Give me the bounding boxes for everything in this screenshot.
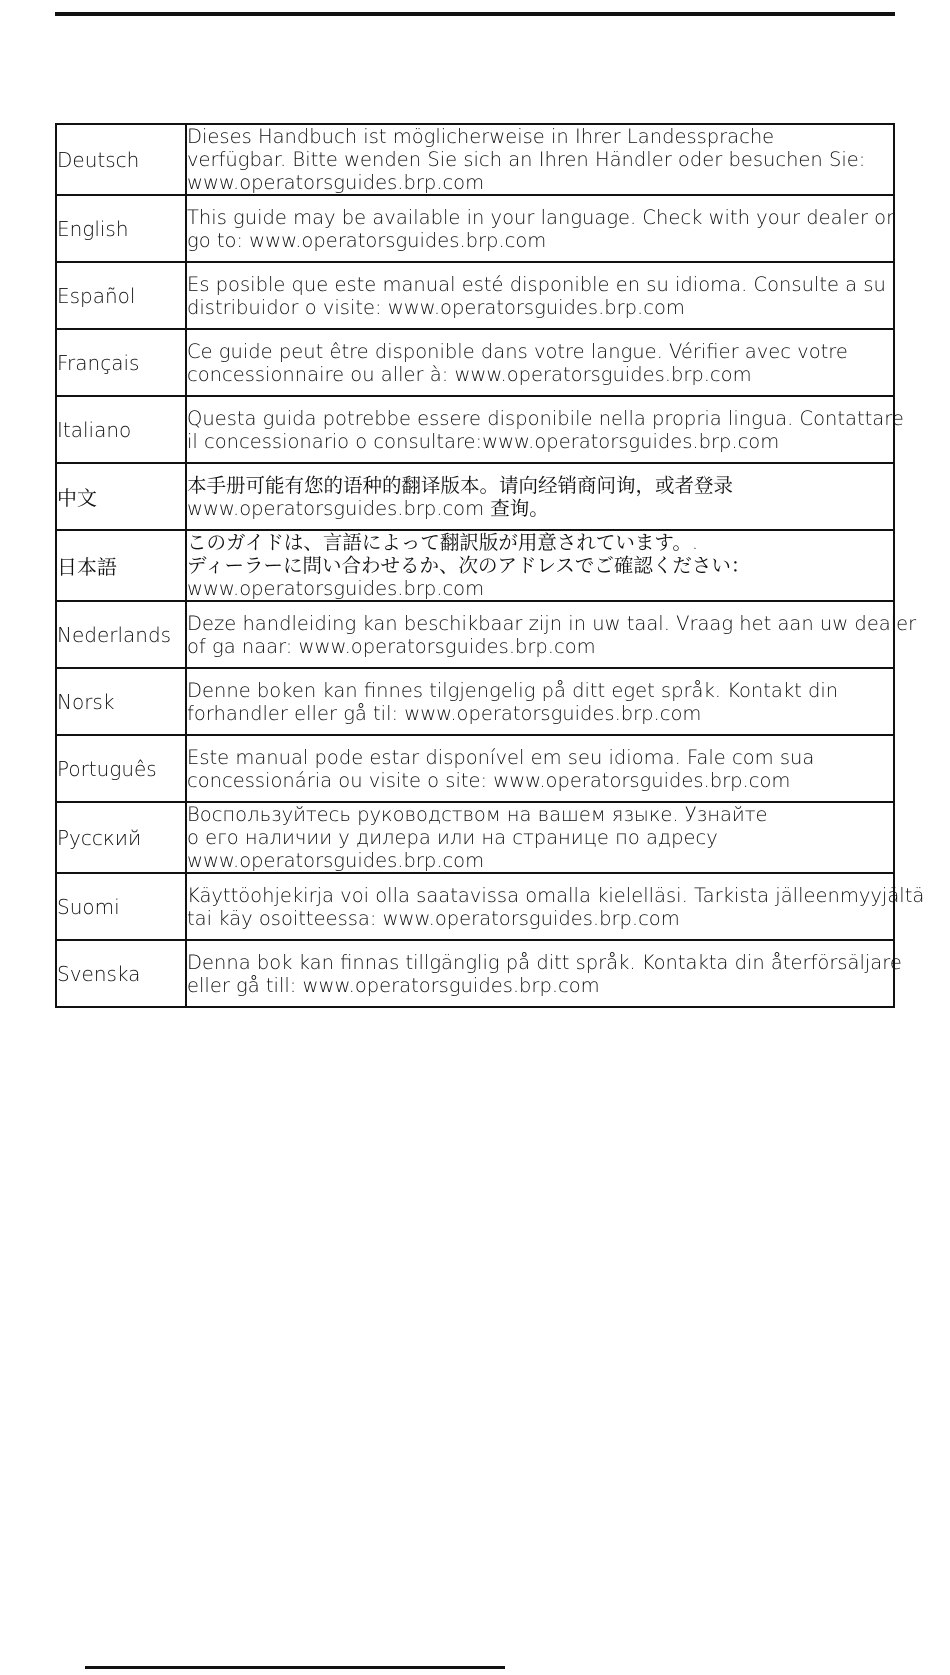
message-line: Ce guide peut être disponible dans votre langue. Vérifier avec votre	[187, 339, 848, 363]
availability-message	[186, 735, 894, 802]
message-line: о его наличии у дилера или на странице по адресу	[187, 826, 718, 849]
message-line: forhandler eller gå til: www.operatorsguides.brp.com	[187, 701, 702, 725]
language-name: English	[56, 195, 186, 262]
availability-message	[186, 530, 894, 601]
message-line: ディーラーに問い合わせるか、次のアドレスでご確認ください：	[187, 554, 751, 577]
table-row	[56, 530, 894, 601]
language-name: Deutsch	[56, 124, 186, 195]
table-row	[56, 195, 894, 262]
language-name: Svenska	[56, 940, 186, 1007]
table-row	[56, 262, 894, 329]
availability-message	[186, 195, 894, 262]
availability-message	[186, 940, 902, 1007]
message-line: Dieses Handbuch ist möglicherweise in Ihrer Landessprache	[187, 125, 775, 148]
availability-message	[186, 329, 894, 396]
table-row	[56, 463, 894, 530]
availability-message	[186, 262, 894, 329]
message-line: eller gå till: www.operatorsguides.brp.com	[187, 973, 600, 997]
language-name: Français	[56, 329, 186, 396]
table-row	[56, 601, 894, 668]
language-name: Português	[56, 735, 186, 802]
availability-message	[186, 601, 917, 668]
table-row	[56, 329, 894, 396]
website-url: www.operatorsguides.brp.com	[187, 171, 485, 194]
language-availability-table	[55, 123, 925, 1008]
message-line: Este manual pode estar disponível em seu idioma. Fale com sua	[187, 745, 815, 769]
message-line: il concessionario o consultare:www.operatorsguides.brp.com	[187, 429, 780, 453]
language-name: 中文	[56, 463, 186, 530]
table-row	[56, 735, 894, 802]
message-line: verfügbar. Bitte wenden Sie sich an Ihren Händler oder besuchen Sie:	[187, 148, 866, 171]
message-line: www.operatorsguides.brp.com 查询。	[187, 496, 549, 520]
availability-message	[186, 396, 904, 463]
message-line: This guide may be available in your language. Check with your dealer or	[187, 205, 895, 229]
message-line: Deze handleiding kan beschikbaar zijn in uw taal. Vraag het aan uw dealer	[187, 611, 917, 635]
language-name: Suomi	[56, 873, 186, 940]
message-line: distribuidor o visite: www.operatorsguides.brp.com	[187, 295, 685, 319]
message-line: Denna bok kan finnas tillgänglig på ditt språk. Kontakta din återförsäljare	[187, 950, 902, 974]
message-line: Denne boken kan finnes tilgjengelig på ditt eget språk. Kontakt din	[187, 678, 839, 702]
message-line: Es posible que este manual esté disponible en su idioma. Consulte a su	[187, 272, 886, 296]
availability-message	[186, 802, 894, 873]
message-line: Questa guida potrebbe essere disponibile nella propria lingua. Contattare	[187, 406, 904, 430]
table-row	[56, 802, 894, 873]
top-rule	[55, 12, 895, 16]
message-line: tai käy osoitteessa: www.operatorsguides.brp.com	[187, 906, 680, 930]
table-row	[56, 873, 894, 940]
table-row	[56, 668, 894, 735]
language-name: 日本語	[56, 530, 186, 601]
language-name: Nederlands	[56, 601, 186, 668]
table-row	[56, 940, 894, 1007]
bottom-rule	[85, 1666, 505, 1669]
availability-message	[186, 668, 894, 735]
language-name: Italiano	[56, 396, 186, 463]
message-line: Käyttöohjekirja voi olla saatavissa omalla kielelläsi. Tarkista jälleenmyyjältä	[187, 883, 925, 907]
availability-message	[186, 124, 894, 195]
availability-message	[186, 873, 925, 940]
message-line: concessionária ou visite o site: www.operatorsguides.brp.com	[187, 768, 791, 792]
message-line: このガイドは、言語によって翻訳版が用意されています。.	[187, 531, 699, 554]
website-url: www.operatorsguides.brp.com	[187, 577, 485, 600]
message-line: go to: www.operatorsguides.brp.com	[187, 228, 547, 252]
message-line: concessionnaire ou aller à: www.operatorsguides.brp.com	[187, 362, 752, 386]
language-name: Español	[56, 262, 186, 329]
message-line: of ga naar: www.operatorsguides.brp.com	[187, 634, 596, 658]
language-name: Русский	[56, 802, 186, 873]
language-name: Norsk	[56, 668, 186, 735]
availability-message	[186, 463, 894, 530]
table-row	[56, 124, 894, 195]
message-line: Воспользуйтесь руководством на вашем языке. Узнайте	[187, 803, 768, 826]
message-line: 本手册可能有您的语种的翻译版本。请向经销商问询，或者登录	[187, 473, 734, 497]
website-url: www.operatorsguides.brp.com	[187, 849, 485, 872]
table-row	[56, 396, 894, 463]
